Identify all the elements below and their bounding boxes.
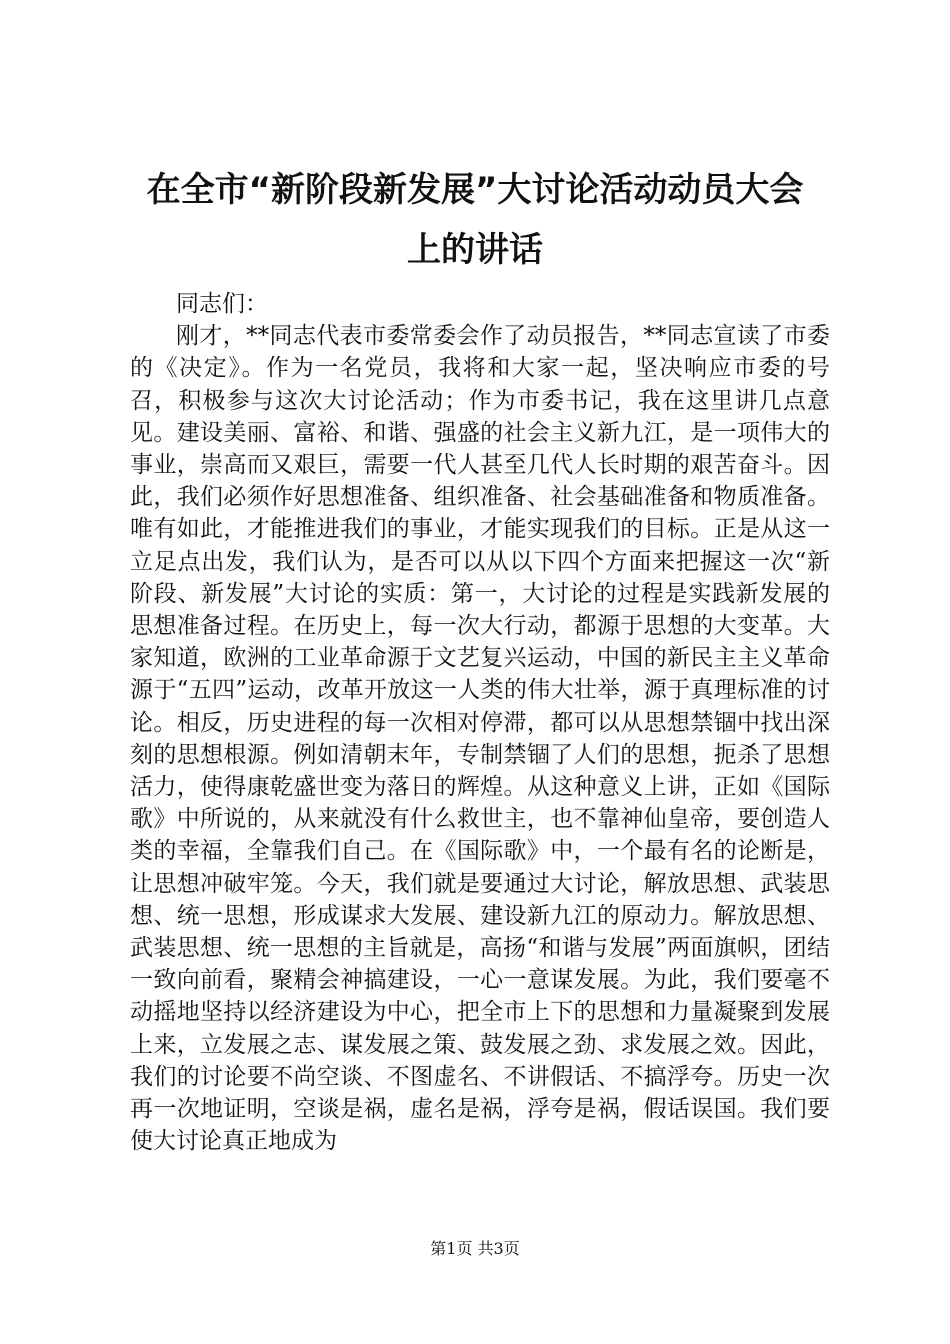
title-line-1: 在全市“新阶段新发展”大讨论活动动员大会	[146, 170, 804, 210]
body-paragraph: 刚才，**同志代表市委常委会作了动员报告，**同志宣读了市委的《决定》。作为一名党员，我将和大家一起，坚决响应市委的号召，积极参与这次大讨论活动；作为市委书记，我在这里讲几点意见。建设美丽、富裕、和谐、强盛的社会主义新九江，是一项伟大的事业，崇高而又艰巨，需要一代人甚至几代人长时期的艰苦奋斗。因此，我们必须作好思想准备、组织准备、社会基础准备和物质准备。唯有如此，才能推进我们的事业，才能实现我们的目标。正是从这一立足点出发，我们认为，是否可以从以下四个方面来把握这一次“新阶段、新发展”大讨论的实质：第一，大讨论的过程是实践新发展的思想准备过程。在历史上，每一次大行动，都源于思想的大变革。大家知道，欧洲的工业革命源于文艺复兴运动，中国的新民主主义革命源于“五四”运动，改革开放这一人类的伟大壮举，源于真理标准的讨论。相反，历史进程的每一次相对停滞，都可以从思想禁锢中找出深刻的思想根源。例如清朝末年，专制禁锢了人们的思想，扼杀了思想活力，使得康乾盛世变为落日的辉煌。从这种意义上讲，正如《国际歌》中所说的，从来就没有什么救世主，也不靠神仙皇帝，要创造人类的幸福，全靠我们自己。在《国际歌》中，一个最有名的论断是，让思想冲破牢笼。今天，我们就是要通过大讨论，解放思想、武装思想、统一思想，形成谋求大发展、建设新九江的原动力。解放思想、武装思想、统一思想的主旨就是，高扬“和谐与发展”两面旗帜，团结一致向前看，聚精会神搞建设，一心一意谋发展。为此，我们要毫不动摇地坚持以经济建设为中心，把全市上下的思想和力量凝聚到发展上来，立发展之志、谋发展之策、鼓发展之劲、求发展之效。因此，我们的讨论要不尚空谈、不图虚名、不讲假话、不搞浮夸。历史一次再一次地证明，空谈是祸，虚名是祸，浮夸是祸，假话误国。我们要使大讨论真正地成为	[130, 323, 830, 1155]
document-title	[110, 160, 840, 280]
salutation: 同志们：	[176, 291, 268, 317]
page-footer: 第1页 共3页	[430, 1239, 520, 1258]
document-body	[130, 288, 830, 1157]
title-line-2: 上的讲话	[407, 230, 543, 270]
